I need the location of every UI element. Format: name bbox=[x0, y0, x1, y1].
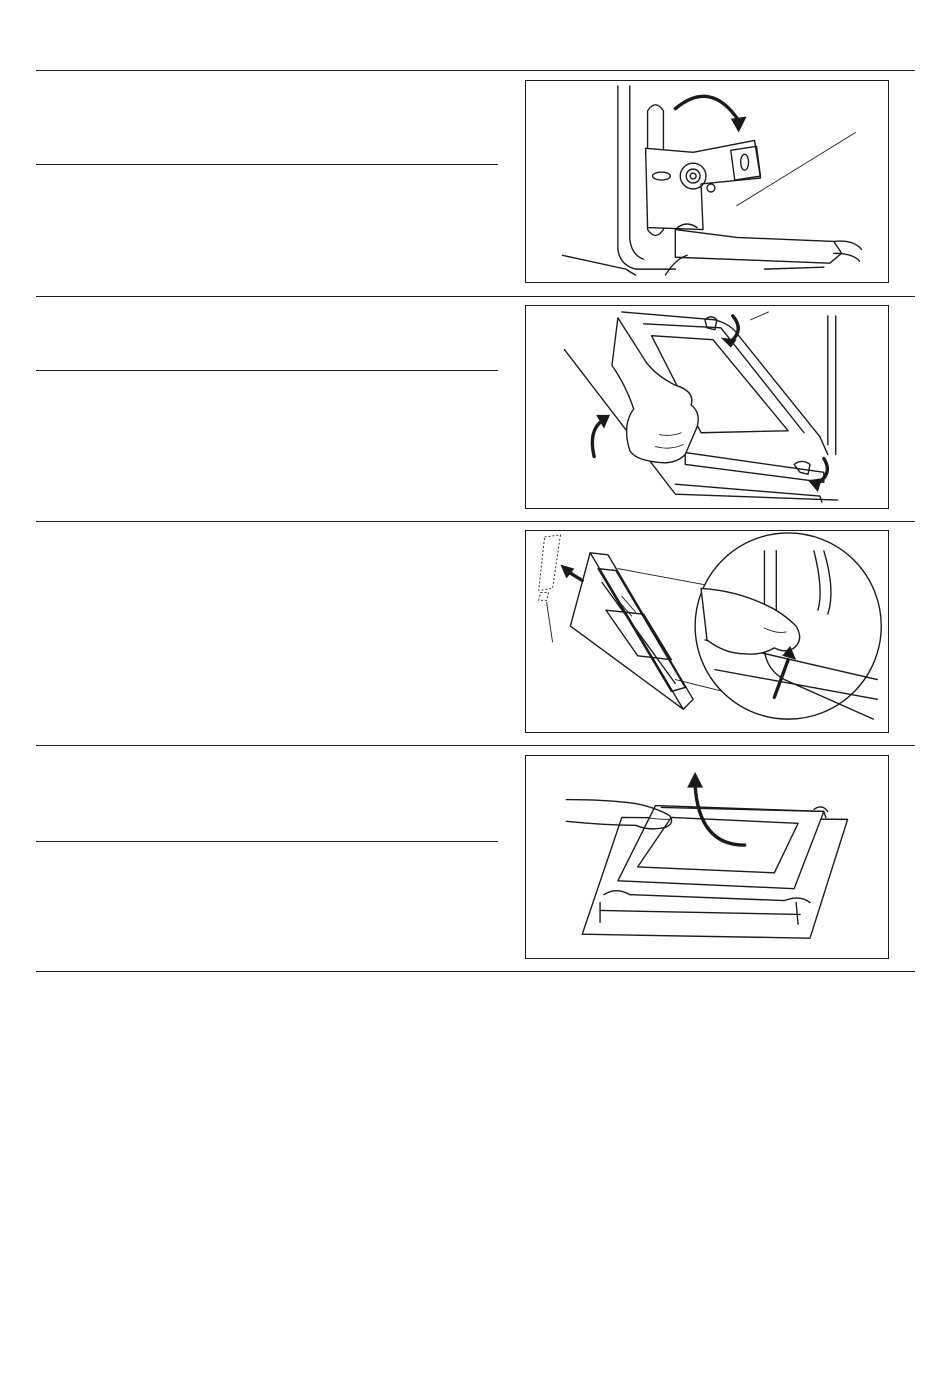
section-divider-2 bbox=[36, 296, 915, 297]
section-divider-top bbox=[36, 70, 915, 71]
step-divider-4 bbox=[36, 841, 498, 842]
section-divider-bottom bbox=[36, 971, 915, 972]
inner-glass-illustration bbox=[526, 756, 888, 958]
figure-inner-frame bbox=[525, 530, 889, 733]
figure-inner-glass bbox=[525, 755, 889, 959]
step-divider-2 bbox=[36, 370, 498, 371]
figure-hinge-lever bbox=[525, 80, 889, 283]
section-divider-4 bbox=[36, 745, 915, 746]
step-divider-1 bbox=[36, 164, 498, 165]
hinge-lever-illustration bbox=[526, 81, 888, 282]
inner-frame-illustration bbox=[526, 531, 888, 732]
door-lift-illustration bbox=[526, 306, 888, 508]
figure-door-lift bbox=[525, 305, 889, 509]
section-divider-3 bbox=[36, 521, 915, 522]
